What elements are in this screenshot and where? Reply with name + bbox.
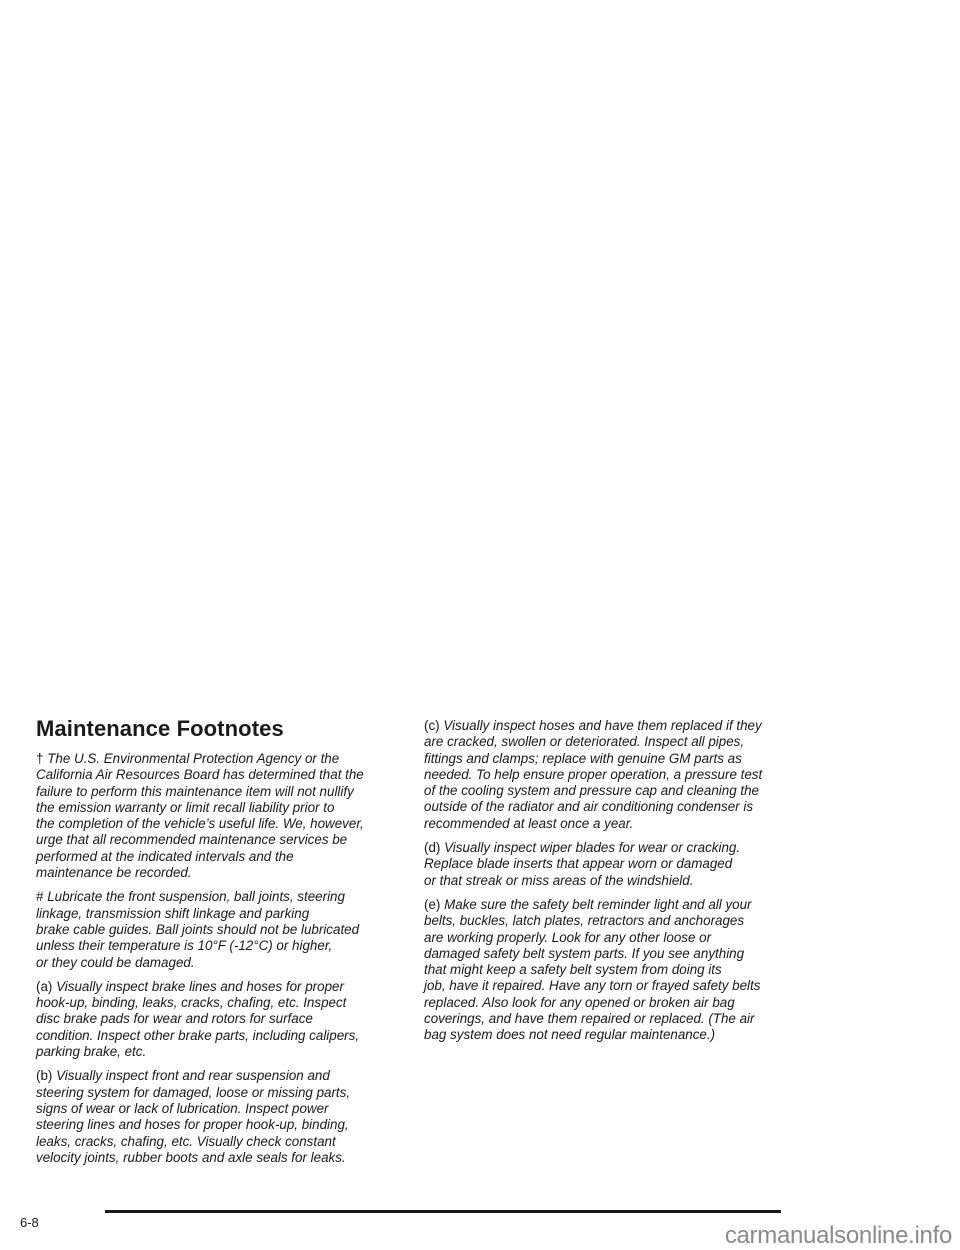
footnote-c (424, 718, 794, 832)
footnote-text: Visually inspect front and rear suspension and steering system for damaged, loose or missing parts, signs of wear or lack of lubrication. Inspect power steering lines and hoses for proper hook-up, binding, leaks, cracks, chafing, etc. Visually check constant velocity joints, rubber boots and axle seals for leaks. (36, 1068, 351, 1165)
footnote-text: Visually inspect brake lines and hoses for proper hook-up, binding, leaks, cracks, chafing, etc. Inspect disc brake pads for wear and rotors for surface condition. Inspect other brake parts, including calipers, parking brake, etc. (36, 978, 360, 1060)
footnote-mark: (e) (424, 896, 441, 912)
footnote-mark: † (36, 751, 44, 766)
footnote-mark: (c) (424, 718, 440, 733)
footnote-d (424, 840, 794, 889)
footnote-text: Lubricate the front suspension, ball joints, steering linkage, transmission shift linkage and parking brake cable guides. Ball joints should not be lubricated unless their temperature is 10°F (-12°C) or higher, or they could be damaged. (36, 889, 360, 970)
footnote-text: Visually inspect wiper blades for wear or cracking. Replace blade inserts that appear worn or damaged or that streak or miss areas of the windshield. (424, 840, 741, 888)
footnote-text: The U.S. Environmental Protection Agency or the California Air Resources Board has determined that the failure to perform this maintenance item will not nullify the emission warranty or limit recall liability prior to the completion of the vehicle’s useful life. We, however, urge that all recommended maintenance services be performed at the indicated intervals and the maintenance be recorded. (36, 751, 364, 881)
footnote-text: Visually inspect hoses and have them replaced if they are cracked, swollen or deteriorated. Inspect all pipes, fittings and clamps; replace with genuine GM parts as needed. To help ensure proper operation, a pressure test of the cooling system and pressure cap and cleaning the outside of the radiator and air conditioning condenser is recommended at least once a year. (424, 718, 763, 831)
footnote-mark: # (36, 889, 44, 905)
footnote-e (424, 897, 794, 1044)
footnote-hash (36, 889, 401, 970)
footer-rule (105, 1210, 781, 1213)
footnote-text: Make sure the safety belt reminder light and all your belts, buckles, latch plates, retractors and anchorages are working properly. Look for any other loose or damaged safety belt system parts. If you see anything that might keep a safety belt system from doing its job, have it repaired. Have any torn or frayed safety belts replaced. Also look for any opened or broken air bag coverings, and have them repaired or replaced. (The air bag system does not need regular maintenance.) (424, 896, 761, 1043)
watermark: carmanualsonline.info (724, 1222, 952, 1249)
footnote-dagger (36, 751, 401, 881)
left-column (36, 751, 401, 1174)
footnote-mark: (a) (36, 978, 53, 994)
footnote-b (36, 1068, 401, 1166)
footnote-a (36, 979, 401, 1060)
page-number: 6-8 (20, 1215, 39, 1230)
footnote-mark: (b) (36, 1068, 53, 1084)
footnote-mark: (d) (424, 840, 441, 856)
page-title: Maintenance Footnotes (36, 716, 284, 741)
right-column (424, 718, 794, 1052)
